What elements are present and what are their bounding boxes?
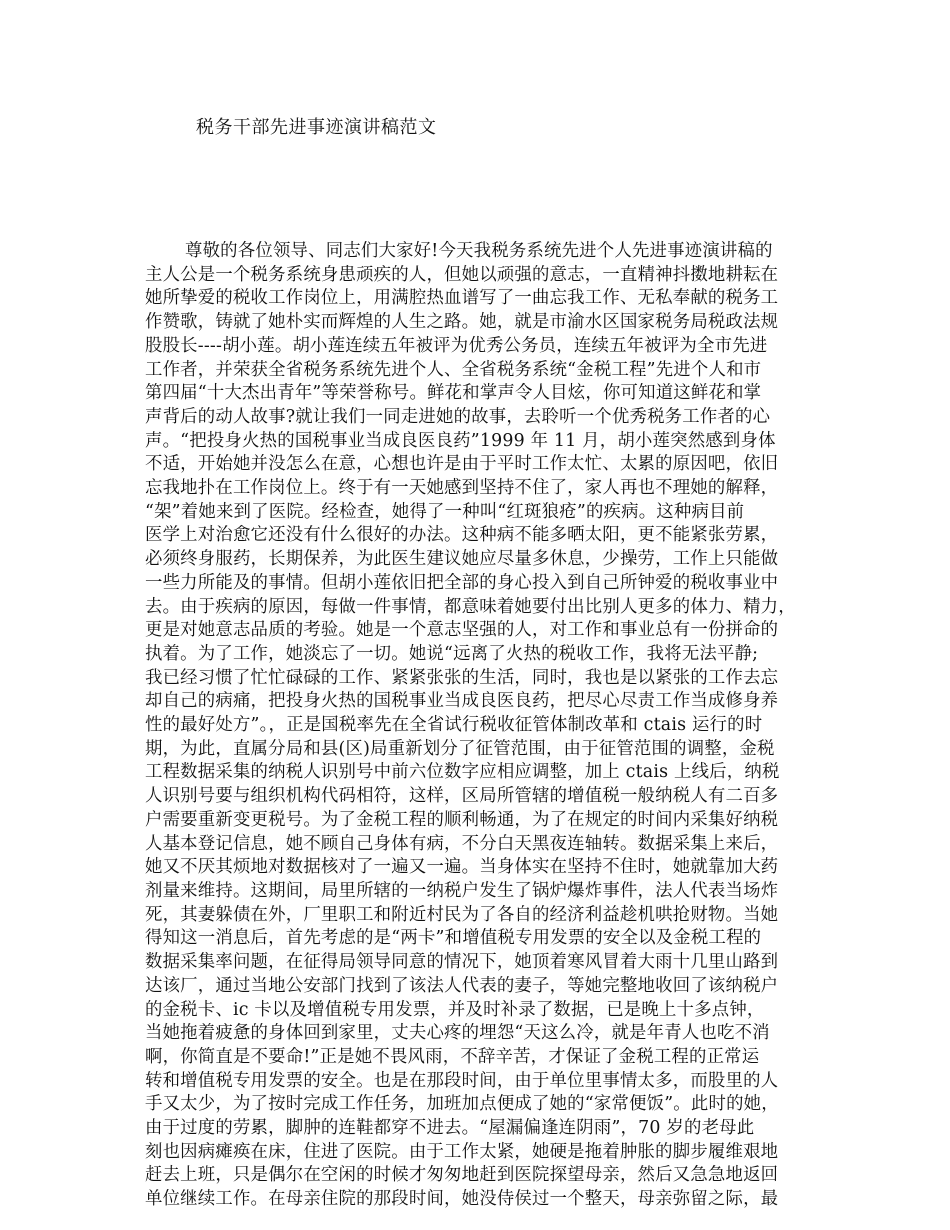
body-line: 人基本登记信息，她不顾自己身体有病，不分白天黑夜连轴转。数据采集上来后， bbox=[145, 833, 779, 854]
body-line: 主人公是一个税务系统身患顽疾的人，但她以顽强的意志，一直精神抖擞地耕耘在 bbox=[145, 264, 779, 285]
body-line: “架”着她来到了医院。经检查，她得了一种叫“红斑狼疮”的疾病。这种病目前 bbox=[145, 501, 745, 522]
body-line: 的金税卡、ic 卡以及增值税专用发票，并及时补录了数据，已是晚上十多点钟， bbox=[145, 999, 765, 1020]
body-line: 却自己的病痛，把投身火热的国税事业当成良医良药，把尽心尽责工作当成修身养 bbox=[145, 691, 779, 712]
document-body bbox=[145, 240, 825, 1212]
body-line: 数据采集率问题，在征得局领导同意的情况下，她顶着寒风冒着大雨十几里山路到 bbox=[145, 952, 779, 973]
body-line: 执着。为了工作，她淡忘了一切。她说“远离了火热的税收工作，我将无法平静; bbox=[145, 643, 759, 664]
body-line: 不适，开始她并没怎么在意，心想也许是由于平时工作太忙、太累的原因吧，依旧 bbox=[145, 454, 779, 475]
body-line: 股股长----胡小莲。胡小莲连续五年被评为优秀公务员，连续五年被评为全市先进 bbox=[145, 335, 768, 356]
body-line: 转和增值税专用发票的安全。也是在那段时间，由于单位里事情太多，而股里的人 bbox=[145, 1070, 779, 1091]
body-line: 更是对她意志品质的考验。她是一个意志坚强的人，对工作和事业总有一份拼命的 bbox=[145, 620, 779, 641]
body-line: 声。“把投身火热的国税事业当成良医良药”1999 年 11 月，胡小莲突然感到身体 bbox=[145, 430, 776, 451]
body-line: 得知这一消息后，首先考虑的是“两卡”和增值税专用发票的安全以及金税工程的 bbox=[145, 928, 762, 949]
body-line: 去。由于疾病的原因，每做一件事情，都意味着她要付出比别人更多的体力、精力， bbox=[145, 596, 796, 617]
body-line: 达该厂，通过当地公安部门找到了该法人代表的妻子，等她完整地收回了该纳税户 bbox=[145, 975, 779, 996]
body-line: 刻也因病瘫痪在床，住进了医院。由于工作太紧，她硬是拖着肿胀的脚步履维艰地 bbox=[145, 1141, 779, 1162]
body-line: 当她拖着疲惫的身体回到家里，丈夫心疼的埋怨“天这么冷，就是年青人也吃不消 bbox=[145, 1023, 770, 1044]
body-line: 我已经习惯了忙忙碌碌的工作、紧紧张张的生活，同时，我也是以紧张的工作去忘 bbox=[145, 667, 779, 688]
body-line: 啊，你简直是不要命!”正是她不畏风雨，不辞辛苦，才保证了金税工程的正常运 bbox=[145, 1046, 760, 1067]
body-line: 剂量来维持。这期间，局里所辖的一纳税户发生了锅炉爆炸事件，法人代表当场炸 bbox=[145, 880, 779, 901]
body-line: 医学上对治愈它还没有什么很好的办法。这种病不能多晒太阳，更不能紧张劳累， bbox=[145, 525, 779, 546]
body-line: 第四届“十大杰出青年”等荣誉称号。鲜花和掌声令人目炫，你可知道这鲜花和掌 bbox=[145, 383, 762, 404]
body-line: 必须终身服药，长期保养，为此医生建议她应尽量多休息，少操劳，工作上只能做 bbox=[145, 549, 779, 570]
body-line: 户需要重新变更税号。为了金税工程的顺利畅通，为了在规定的时间内采集好纳税 bbox=[145, 809, 779, 830]
body-line: 作赞歌，铸就了她朴实而辉煌的人生之路。她，就是市渝水区国家税务局税政法规 bbox=[145, 312, 779, 333]
body-line: 工作者，并荣获全省税务系统先进个人、全省税务系统“金税工程”先进个人和市 bbox=[145, 359, 762, 380]
body-line: 赶去上班，只是偶尔在空闲的时候才匆匆地赶到医院探望母亲，然后又急急地返回 bbox=[145, 1165, 779, 1186]
body-line: 工程数据采集的纳税人识别号中前六位数字应相应调整，加上 ctais 上线后，纳税 bbox=[145, 762, 780, 783]
body-line: 尊敬的各位领导、同志们大家好!今天我税务系统先进个人先进事迹演讲稿的 bbox=[185, 241, 773, 261]
body-line: 期，为此，直属分局和县(区)局重新划分了征管范围，由于征管范围的调整，金税 bbox=[145, 738, 775, 759]
body-line: 一些力所能及的事情。但胡小莲依旧把全部的身心投入到自己所钟爱的税收事业中 bbox=[145, 572, 779, 593]
body-line: 由于过度的劳累，脚肿的连鞋都穿不进去。“屋漏偏逢连阴雨”，70 岁的老母此 bbox=[145, 1118, 755, 1139]
body-line: 性的最好处方”。，正是国税率先在全省试行税收征管体制改革和 ctais 运行的时 bbox=[145, 715, 763, 736]
document-title: 税务干部先进事迹演讲稿范文 bbox=[196, 117, 437, 138]
body-line: 她所挚爱的税收工作岗位上，用满腔热血谱写了一曲忘我工作、无私奉献的税务工 bbox=[145, 288, 779, 309]
body-line: 忘我地扑在工作岗位上。终于有一天她感到坚持不住了，家人再也不理她的解释， bbox=[145, 478, 779, 499]
body-line: 单位继续工作。在母亲住院的那段时间，她没侍侯过一个整天，母亲弥留之际，最 bbox=[145, 1189, 779, 1210]
body-line: 人识别号要与组织机构代码相符，这样，区局所管辖的增值税一般纳税人有二百多 bbox=[145, 786, 779, 807]
body-line: 声背后的动人故事?就让我们一同走进她的故事，去聆听一个优秀税务工作者的心 bbox=[145, 406, 771, 427]
body-line: 手又太少，为了按时完成工作任务，加班加点便成了她的“家常便饭”。此时的她， bbox=[145, 1094, 779, 1115]
body-line: 死，其妻躲债在外，厂里职工和附近村民为了各自的经济利益趁机哄抢财物。当她 bbox=[145, 904, 779, 925]
body-line: 她又不厌其烦地对数据核对了一遍又一遍。当身体实在坚持不住时，她就靠加大药 bbox=[145, 857, 779, 878]
